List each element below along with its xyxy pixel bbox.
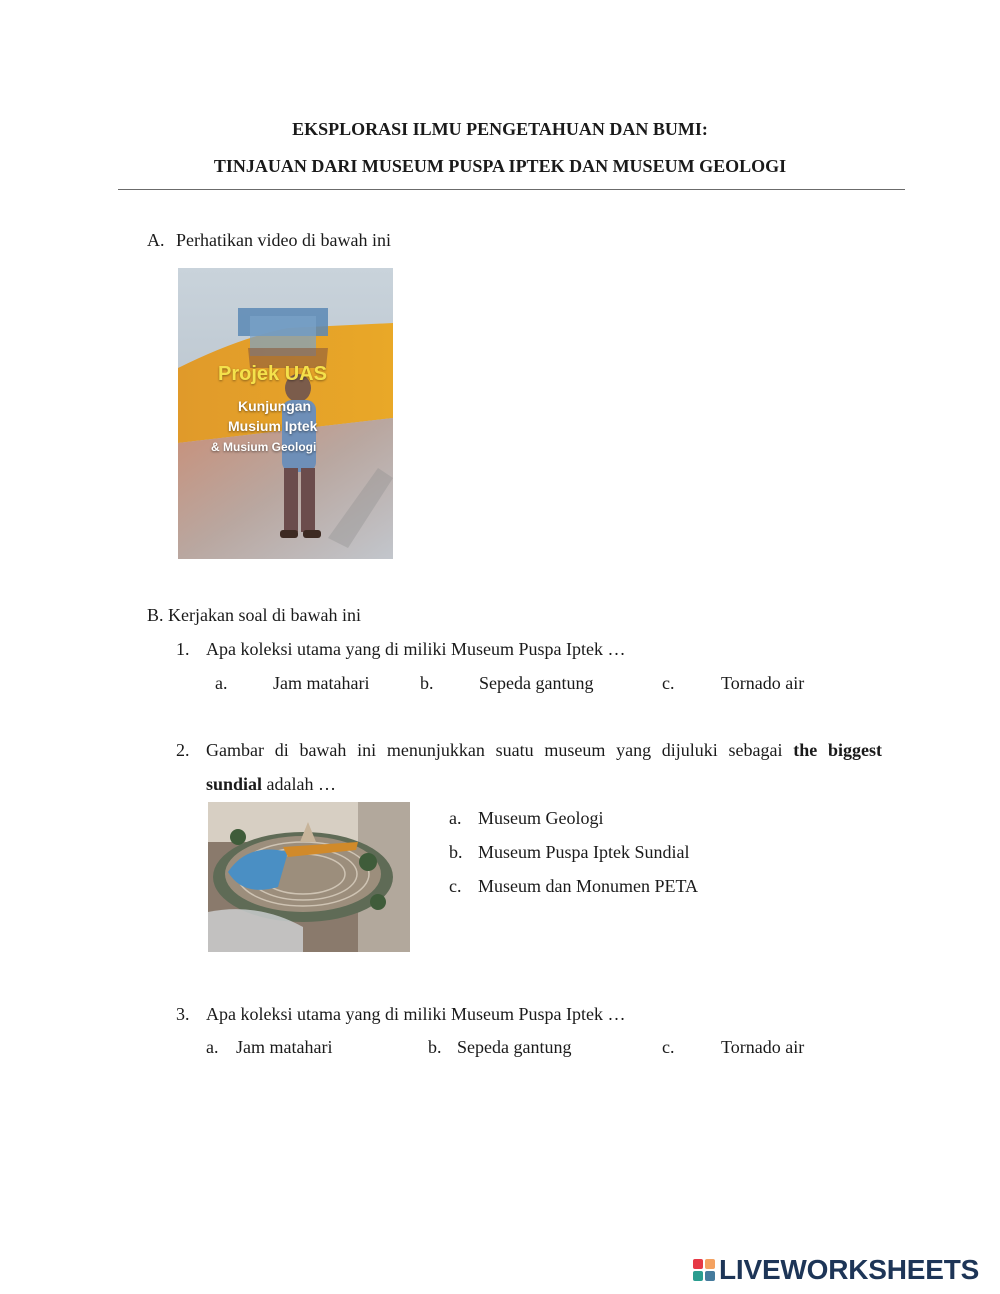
q3-option-a[interactable]: Jam matahari — [236, 1037, 333, 1057]
q2-option-a[interactable]: Museum Geologi — [478, 808, 604, 828]
question-1-text: Apa koleksi utama yang di miliki Museum Puspa Iptek … — [206, 639, 626, 659]
liveworksheets-logo-icon — [693, 1259, 715, 1281]
sundial-model-image — [208, 802, 410, 952]
q2-option-c[interactable]: Museum dan Monumen PETA — [478, 876, 699, 896]
q1-option-a[interactable]: Jam matahari — [273, 673, 370, 693]
q1-option-c[interactable]: Tornado air — [721, 673, 805, 693]
q2-option-c-letter: c. — [449, 876, 462, 896]
question-3-number: 3. — [176, 1004, 190, 1024]
video-caption-line2: Kunjungan — [238, 398, 312, 414]
q2-option-a-letter: a. — [449, 808, 462, 828]
sundial-model-photo — [208, 802, 410, 952]
q2-option-b[interactable]: Museum Puspa Iptek Sundial — [478, 842, 690, 862]
q2-option-b-letter: b. — [449, 842, 463, 862]
worksheet-title-line1: EKSPLORASI ILMU PENGETAHUAN DAN BUMI: — [292, 119, 708, 139]
section-b-instruction: B. Kerjakan soal di bawah ini — [147, 605, 361, 625]
question-1-number: 1. — [176, 639, 190, 659]
video-caption-line4: & Musium Geologi — [211, 440, 317, 454]
video-caption-line3: Musium Iptek — [228, 418, 318, 434]
q3-option-b-letter: b. — [428, 1037, 442, 1057]
q3-option-c-letter: c. — [662, 1037, 675, 1057]
q1-option-b[interactable]: Sepeda gantung — [479, 673, 594, 693]
video-caption-title: Projek UAS — [218, 363, 327, 385]
title-divider — [118, 189, 905, 190]
question-2-bold-1: the biggest — [793, 740, 882, 760]
question-2-text-line1 — [206, 740, 882, 761]
q1-option-b-letter: b. — [420, 673, 434, 693]
q1-option-c-letter: c. — [662, 673, 675, 693]
question-2-text-before: Gambar di bawah ini menunjukkan suatu museum yang dijuluki sebagai — [206, 740, 783, 760]
q1-option-a-letter: a. — [215, 673, 228, 693]
q3-option-a-letter: a. — [206, 1037, 219, 1057]
q3-option-c[interactable]: Tornado air — [721, 1037, 805, 1057]
question-2-text-line2 — [206, 774, 336, 795]
question-2-bold-2: sundial — [206, 774, 263, 794]
worksheet-title-line2: TINJAUAN DARI MUSEUM PUSPA IPTEK DAN MUSEUM GEOLOGI — [213, 156, 787, 176]
liveworksheets-logo[interactable] — [693, 1253, 979, 1287]
q3-option-b[interactable]: Sepeda gantung — [457, 1037, 572, 1057]
video-player[interactable] — [178, 268, 393, 559]
section-a-instruction: Perhatikan video di bawah ini — [176, 230, 391, 250]
question-3-text: Apa koleksi utama yang di miliki Museum Puspa Iptek … — [206, 1004, 626, 1024]
section-a-marker: A. — [147, 230, 165, 250]
liveworksheets-brand: LIVEWORKSHEETS — [719, 1254, 980, 1285]
question-2-number: 2. — [176, 740, 190, 760]
question-2-text-after: adalah … — [266, 774, 337, 794]
